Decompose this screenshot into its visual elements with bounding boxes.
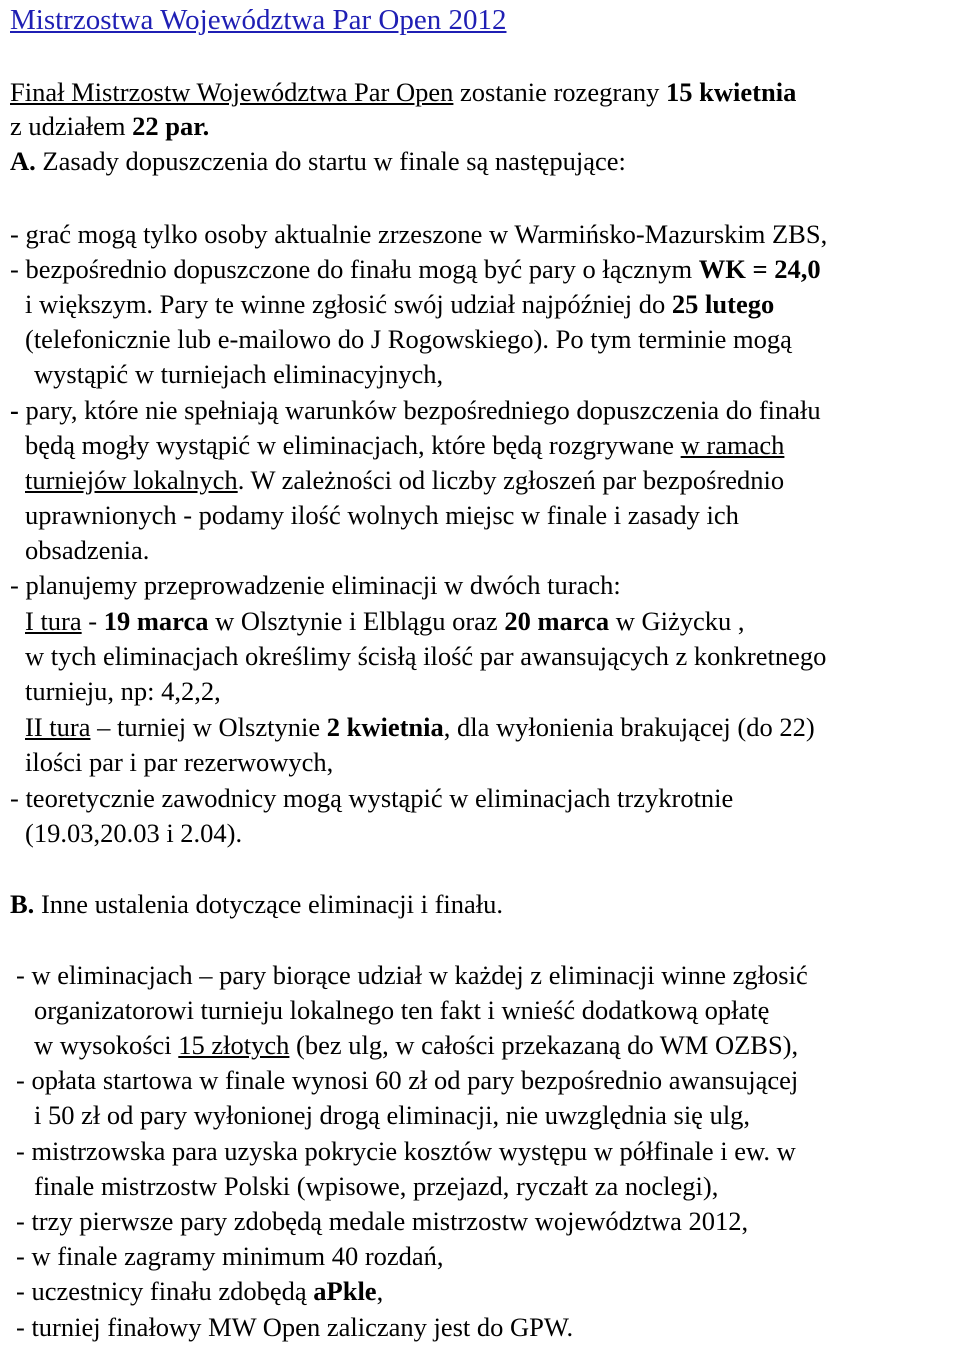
text-segment: - w finale zagramy minimum 40 rozdań, (16, 1241, 444, 1271)
text-segment: - teoretycznie zawodnicy mogą wystąpić w eliminacjach trzykrotnie (10, 783, 734, 813)
rule-line (25, 675, 221, 707)
rule-line (25, 464, 784, 496)
round-2-line (25, 711, 815, 743)
text-segment: . W zależności od liczby zgłoszeń par bezpośrednio (237, 465, 785, 495)
text-segment: - mistrzowska para uzyska pokrycie kosztów występu w półfinale i ew. w (16, 1136, 796, 1166)
bold-text: A. (10, 146, 36, 176)
text-segment: (telefonicznie lub e-mailowo do J Rogowskiego). Po tym terminie mogą (25, 324, 792, 354)
rule-line (25, 640, 826, 672)
underlined-text: turniejów lokalnych (25, 465, 238, 495)
rule-line (34, 1099, 750, 1131)
text-segment: (19.03,20.03 i 2.04). (25, 818, 243, 848)
bold-text: 2 kwietnia (326, 712, 444, 742)
bold-text: 19 marca (103, 606, 209, 636)
rule-line (34, 1029, 798, 1061)
text-segment: Inne ustalenia dotyczące eliminacji i finału. (34, 889, 504, 919)
underlined-text: Finał Mistrzostw Województwa Par Open (10, 77, 454, 107)
text-segment: - planujemy przeprowadzenie eliminacji w dwóch turach: (10, 570, 621, 600)
rule-line (10, 218, 827, 250)
text-segment: turnieju, np: 4,2,2, (25, 676, 221, 706)
intro-line-2 (10, 110, 209, 142)
text-segment: - uczestnicy finału zdobędą (16, 1276, 314, 1306)
text-segment: w wysokości (34, 1030, 179, 1060)
rule-line (25, 746, 333, 778)
rule-line (25, 499, 739, 531)
rule-line (10, 394, 821, 426)
text-segment: - bezpośrednio dopuszczone do finału mogą być pary o łącznym (10, 254, 699, 284)
text-segment: w Olsztynie i Elblągu oraz (208, 606, 505, 636)
document-title[interactable]: Mistrzostwa Województwa Par Open 2012 (10, 4, 507, 36)
rule-line (25, 288, 774, 320)
bold-text: 15 kwietnia (666, 77, 797, 107)
text-segment: finale mistrzostw Polski (wpisowe, przejazd, ryczałt za noclegi), (34, 1171, 719, 1201)
text-segment: - trzy pierwsze pary zdobędą medale mistrzostw województwa 2012, (16, 1206, 749, 1236)
text-segment: ilości par i par rezerwowych, (25, 747, 334, 777)
text-segment: - opłata startowa w finale wynosi 60 zł od pary bezpośrednio awansującej (16, 1065, 799, 1095)
rule-line (25, 534, 149, 566)
bold-text: WK = 24,0 (698, 254, 821, 284)
text-segment: - grać mogą tylko osoby aktualnie zrzeszone w Warmińsko-Mazurskim ZBS, (10, 219, 828, 249)
text-segment: – turniej w Olsztynie (90, 712, 327, 742)
rule-line (16, 1064, 798, 1096)
rule-line (16, 1275, 383, 1307)
section-b-heading (10, 888, 503, 920)
intro-line-1 (10, 76, 796, 108)
rule-line (25, 429, 784, 461)
text-segment: w tych eliminacjach określimy ścisłą ilość par awansujących z konkretnego (25, 641, 827, 671)
underlined-text: II tura (25, 712, 91, 742)
bold-text: - (10, 395, 19, 425)
rule-line (34, 994, 769, 1026)
bold-text: aPkle (313, 1276, 377, 1306)
bold-text: 22 par. (132, 111, 210, 141)
bold-text: B. (10, 889, 35, 919)
bold-text: 25 lutego (671, 289, 775, 319)
rule-line (10, 569, 621, 601)
round-1-line (25, 605, 745, 637)
rule-line (10, 253, 821, 285)
text-segment: w Giżycku , (609, 606, 745, 636)
bold-text: 20 marca (504, 606, 610, 636)
rule-line (10, 782, 733, 814)
rule-line (16, 959, 808, 991)
rule-line (16, 1311, 573, 1343)
underlined-text: I tura (25, 606, 82, 636)
text-segment: pary, które nie spełniają warunków bezpośredniego dopuszczenia do finału (18, 395, 821, 425)
text-segment: Zasady dopuszczenia do startu w finale są następujące: (35, 146, 626, 176)
rule-line (25, 817, 242, 849)
rule-line (25, 323, 792, 355)
text-segment: - turniej finałowy MW Open zaliczany jest do GPW. (16, 1312, 574, 1342)
rule-line (34, 1170, 718, 1202)
text-segment: będą mogły wystąpić w eliminacjach, które będą rozgrywane (25, 430, 681, 460)
text-segment: z udziałem (10, 111, 133, 141)
rule-line (16, 1135, 796, 1167)
text-segment: obsadzenia. (25, 535, 150, 565)
text-segment: , (376, 1276, 384, 1306)
text-segment: wystąpić w turniejach eliminacyjnych, (34, 359, 444, 389)
text-segment: (bez ulg, w całości przekazaną do WM OZBS), (289, 1030, 799, 1060)
text-segment: organizatorowi turnieju lokalnego ten fakt i wnieść dodatkową opłatę (34, 995, 770, 1025)
rule-line (34, 358, 443, 390)
rule-line (16, 1205, 748, 1237)
text-segment: , dla wyłonienia brakującej (do 22) (443, 712, 815, 742)
text-segment: uprawnionych - podamy ilość wolnych miejsc w finale i zasady ich (25, 500, 739, 530)
underlined-text: 15 złotych (178, 1030, 290, 1060)
text-segment: i większym. Pary te winne zgłosić swój udział najpóźniej do (25, 289, 672, 319)
section-a-heading (10, 145, 626, 177)
rule-line (16, 1240, 444, 1272)
text-segment: i 50 zł od pary wyłonionej drogą eliminacji, nie uwzględnia się ulg, (34, 1100, 751, 1130)
text-segment: - (81, 606, 104, 636)
text-segment: zostanie rozegrany (453, 77, 667, 107)
underlined-text: w ramach (680, 430, 785, 460)
text-segment: - w eliminacjach – pary biorące udział w każdej z eliminacji winne zgłosić (16, 960, 808, 990)
